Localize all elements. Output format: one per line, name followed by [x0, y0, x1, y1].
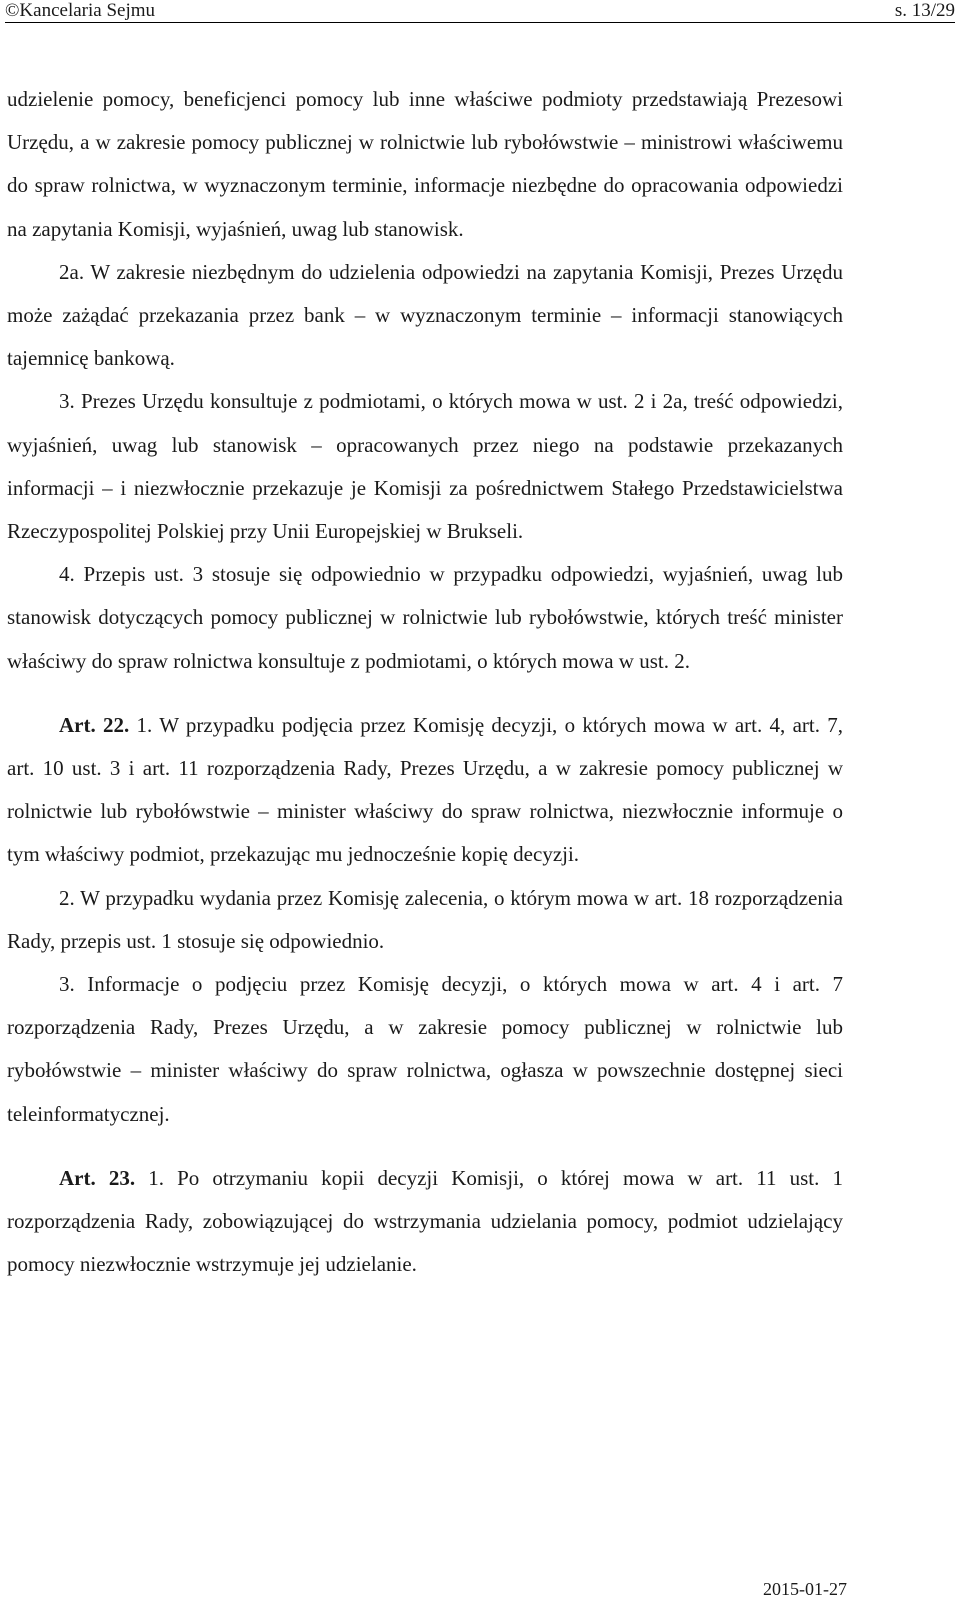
page-footer: [763, 1578, 847, 1600]
header-divider: [5, 22, 955, 23]
article-number: Art. 22.: [59, 712, 130, 737]
article-22-paragraph-2: [7, 877, 843, 963]
article-number: Art. 23.: [59, 1165, 136, 1190]
paragraph-3: [7, 380, 843, 553]
paragraph-text: 3. Informacje o podjęciu przez Komisję decyzji, o których mowa w art. 4 i art. 7 rozporządzenia Rady, Prezes Urzędu, a w zakresie pomocy publicznej w rolnictwie lub rybołówstwie – minister właściwy do spraw rolnictwa, ogłasza w powszechnie dostępnej sieci teleinformatycznej.: [7, 972, 843, 1126]
paragraph-text: 3. Prezes Urzędu konsultuje z podmiotami, o których mowa w ust. 2 i 2a, treść odpowiedzi, wyjaśnień, uwag lub stanowisk – opracowanych przez niego na podstawie przekazanych informacji – i niezwłocznie przekazuje je Komisji za pośrednictwem Stałego Przedstawicielstwa Rzeczypospolitej Polskiej przy Unii Europejskiej w Brukseli.: [7, 389, 843, 544]
paragraph-text: 2. W przypadku wydania przez Komisję zalecenia, o którym mowa w art. 18 rozporządzenia Rady, przepis ust. 1 stosuje się odpowiednio.: [7, 885, 843, 953]
paragraph-text: 2a. W zakresie niezbędnym do udzielenia odpowiedzi na zapytania Komisji, Prezes Urzędu może zażądać przekazania przez bank – w wyznaczonym terminie – informacji stanowiących tajemnicę bankową.: [7, 259, 843, 371]
article-22-paragraph-1: [7, 704, 843, 877]
article-23-paragraph-1: [7, 1157, 843, 1287]
paragraph-2a: [7, 251, 843, 381]
page-number: s. 13/29: [894, 0, 955, 21]
paragraph-text: udzielenie pomocy, beneficjenci pomocy lub inne właściwe podmioty przedstawiają Prezesowi Urzędu, a w zakresie pomocy publicznej w rolnictwie lub rybołówstwie – ministrowi właściwemu do spraw rolnictwa, w wyznaczonym terminie, informacje niezbędne do opracowania odpowiedzi na zapytania Komisji, wyjaśnień, uwag lub stanowisk.: [7, 87, 843, 241]
article-22-paragraph-3: [7, 963, 843, 1136]
document-body: [7, 78, 843, 1286]
paragraph-continuation: [7, 78, 843, 251]
document-date: 2015-01-27: [763, 1579, 847, 1599]
page-header: [5, 0, 955, 24]
copyright-label: ©Kancelaria Sejmu: [5, 0, 156, 21]
paragraph-4: [7, 553, 843, 683]
paragraph-text: 1. W przypadku podjęcia przez Komisję decyzji, o których mowa w art. 4, art. 7, art. 10 ust. 3 i art. 11 rozporządzenia Rady, Prezes Urzędu, a w zakresie pomocy publicznej w rolnictwie lub rybołówstwie – minister właściwy do spraw rolnictwa, niezwłocznie informuje o tym właściwy podmiot, przekazując mu jednocześnie kopię decyzji.: [7, 712, 843, 867]
paragraph-text: 4. Przepis ust. 3 stosuje się odpowiednio w przypadku odpowiedzi, wyjaśnień, uwag lub stanowisk dotyczących pomocy publicznej w rolnictwie lub rybołówstwie, których treść minister właściwy do spraw rolnictwa konsultuje z podmiotami, o których mowa w ust. 2.: [7, 562, 843, 673]
paragraph-text: 1. Po otrzymaniu kopii decyzji Komisji, o której mowa w art. 11 ust. 1 rozporządzenia Rady, zobowiązującej do wstrzymania udzielania pomocy, podmiot udzielający pomocy niezwłocznie wstrzymuje jej udzielanie.: [7, 1165, 843, 1277]
